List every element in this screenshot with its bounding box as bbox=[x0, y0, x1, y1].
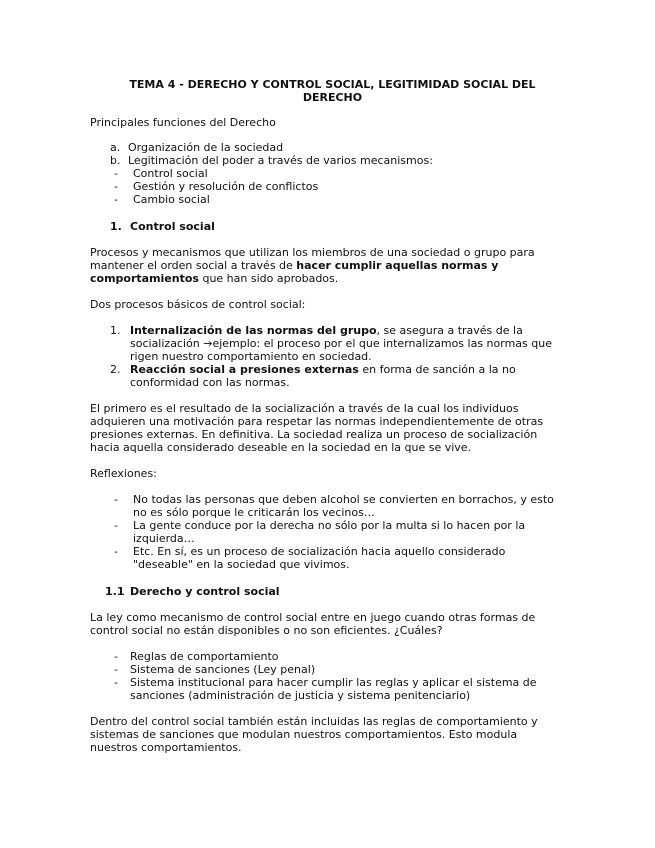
list-item: Reglas de comportamiento bbox=[130, 650, 279, 663]
dash-marker: - bbox=[114, 167, 118, 180]
dash-marker: - bbox=[114, 663, 118, 676]
list-item: La gente conduce por la derecha no sólo por la multa si lo hacen por la izquierda… bbox=[133, 519, 526, 545]
section-number: 1. bbox=[110, 220, 122, 233]
dash-marker: - bbox=[114, 545, 118, 558]
list-item: Internalización de las normas del grupo, se asegura a través de la socialización →ejemplo: el proceso por el que internalizamos las normas que rigen nuestro comportamiento en sociedad. bbox=[130, 324, 552, 363]
list-marker: b. bbox=[110, 154, 121, 167]
list-marker: 1. bbox=[110, 324, 121, 337]
section-heading: Control social bbox=[130, 220, 215, 233]
dash-marker: - bbox=[114, 193, 118, 206]
dash-marker: - bbox=[114, 493, 118, 506]
list-item: Sistema de sanciones (Ley penal) bbox=[130, 663, 316, 676]
paragraph: Reflexiones: bbox=[90, 467, 157, 480]
intro-text: Principales funciones del Derecho bbox=[90, 116, 276, 129]
dash-marker: - bbox=[114, 180, 118, 193]
dash-marker: - bbox=[114, 650, 118, 663]
paragraph: El primero es el resultado de la socialización a través de la cual los individuos adquieren una motivación para respetar las normas independientemente de otras presiones externas. En definitiva. La sociedad realiza un proceso de socialización hacia aquella considerado deseable en la sociedad en la que se vive. bbox=[90, 402, 544, 454]
paragraph: La ley como mecanismo de control social entre en juego cuando otras formas de control social no están disponibles o no son eficientes. ¿Cuáles? bbox=[90, 611, 536, 637]
list-marker: 2. bbox=[110, 363, 121, 376]
list-item: No todas las personas que deben alcohol se convierten en borrachos, y esto no es sólo porque le criticarán los vecinos… bbox=[133, 493, 554, 519]
paragraph: Dentro del control social también están incluidas las reglas de comportamiento y sistemas de sanciones que modulan nuestros comportamientos. Esto modula nuestros comportamientos. bbox=[90, 715, 538, 754]
document-title: TEMA 4 - DERECHO Y CONTROL SOCIAL, LEGITIMIDAD SOCIAL DEL DERECHO bbox=[129, 78, 536, 104]
list-item: Sistema institucional para hacer cumplir las reglas y aplicar el sistema de sanciones (administración de justicia y sistema penitenciario) bbox=[130, 676, 537, 702]
section-number: 1.1 bbox=[105, 585, 125, 598]
dash-marker: - bbox=[114, 519, 118, 532]
list-marker: a. bbox=[110, 141, 121, 154]
list-item: Cambio social bbox=[133, 193, 210, 206]
dash-marker: - bbox=[114, 676, 118, 689]
list-item: Organización de la sociedad bbox=[128, 141, 284, 154]
list-item: Etc. En sí, es un proceso de socialización hacia aquello considerado "deseable" en la sociedad que vivimos. bbox=[133, 545, 506, 571]
list-item: Control social bbox=[133, 167, 208, 180]
list-item: Reacción social a presiones externas en forma de sanción a la no conformidad con las normas. bbox=[130, 363, 516, 389]
section-heading: Derecho y control social bbox=[130, 585, 280, 598]
paragraph: Procesos y mecanismos que utilizan los miembros de una sociedad o grupo para mantener el orden social a través de hacer cumplir aquellas normas y comportamientos que han sido aprobados. bbox=[90, 246, 535, 285]
list-item: Gestión y resolución de conflictos bbox=[133, 180, 319, 193]
list-item: Legitimación del poder a través de varios mecanismos: bbox=[128, 154, 433, 167]
paragraph: Dos procesos básicos de control social: bbox=[90, 298, 306, 311]
